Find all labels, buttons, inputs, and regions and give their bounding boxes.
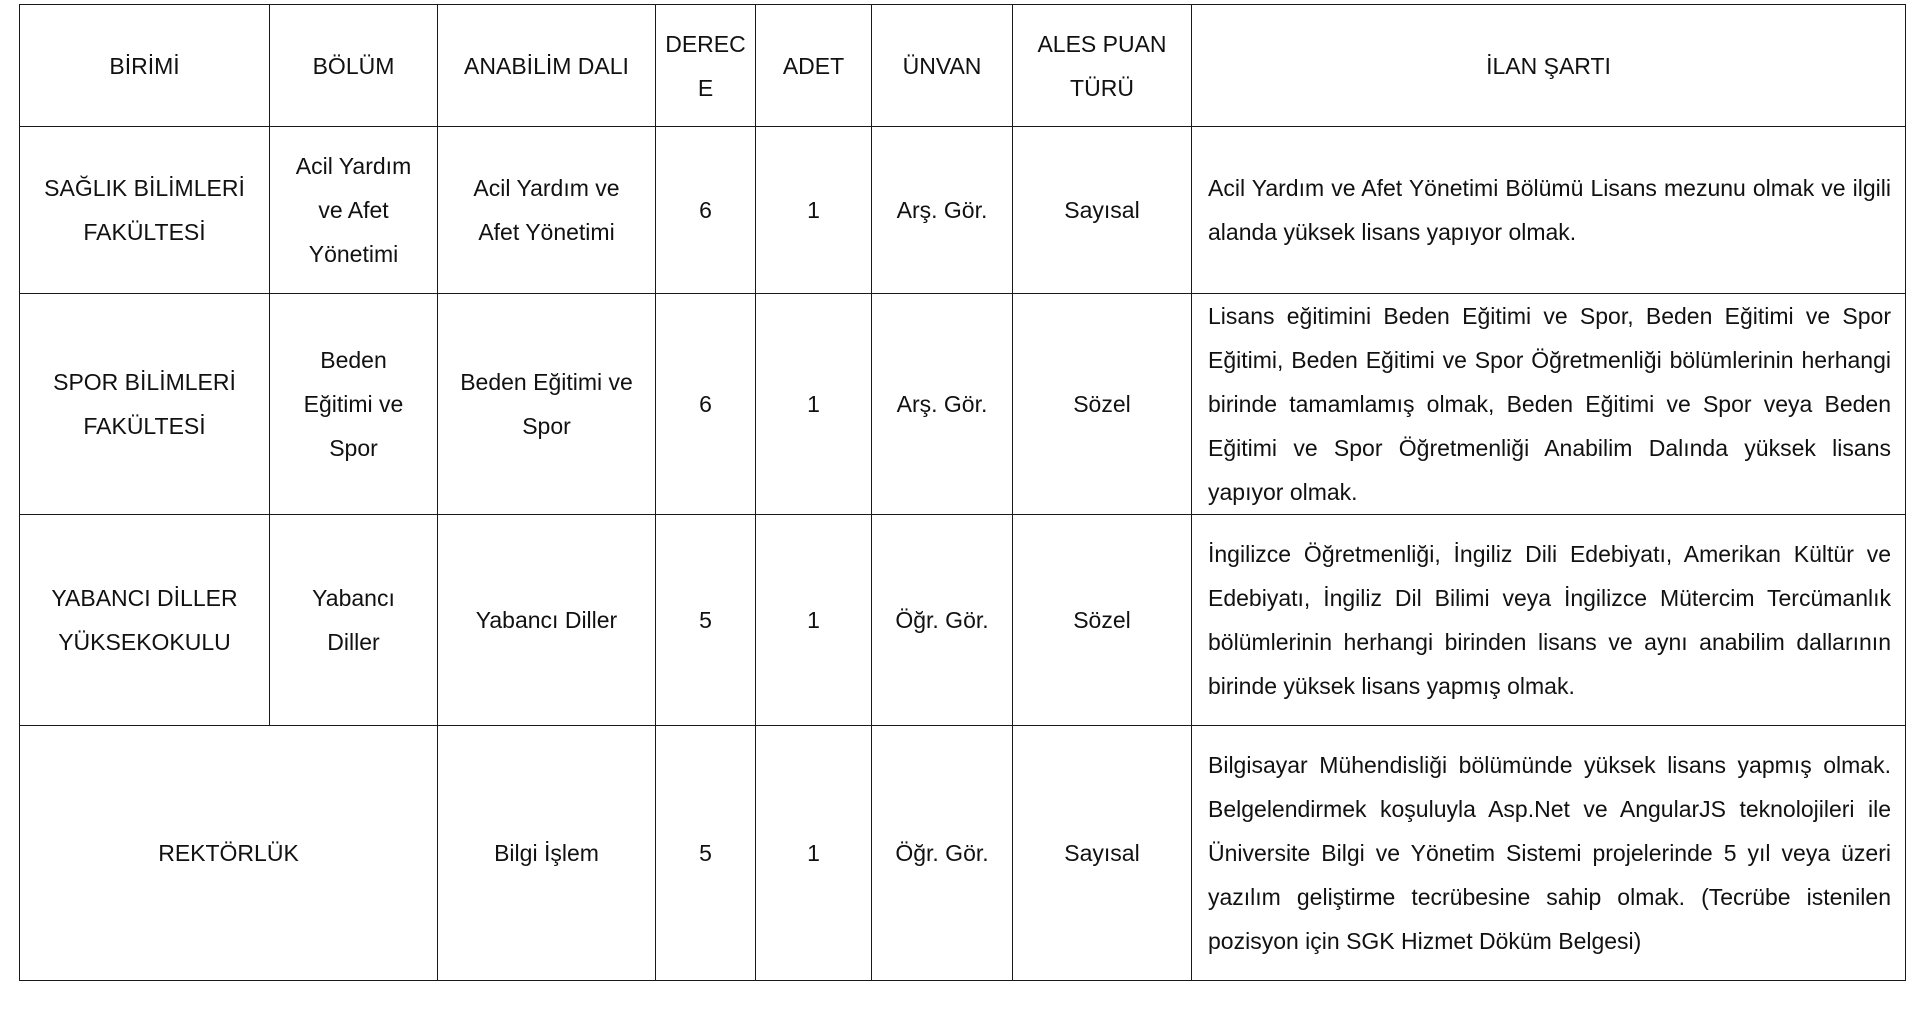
bolum-line: ve Afet xyxy=(318,197,389,223)
birimi-line: YABANCI DİLLER xyxy=(51,585,238,611)
bolum-line: Eğitimi ve xyxy=(303,391,404,417)
cell-unvan: Arş. Gör. xyxy=(872,127,1013,294)
table-row xyxy=(20,127,1906,294)
bolum-line: Diller xyxy=(327,629,380,655)
cell-anabilim-dali xyxy=(438,294,656,515)
cell-birimi xyxy=(20,127,270,294)
cell-anabilim-dali xyxy=(438,726,656,981)
anabilim-dali-line: Beden Eğitimi ve xyxy=(460,369,633,395)
table-row xyxy=(20,294,1906,515)
bolum-line: Beden xyxy=(320,347,387,373)
cell-ilan-sarti: Lisans eğitimini Beden Eğitimi ve Spor, Beden Eğitimi ve Spor Eğitimi, Beden Eğitimi ve Spor Öğretmenliği bölümlerinin herhangi birinde tamamlamış olmak, Beden Eğitimi ve Spor veya Beden Eğitimi ve Spor Öğretmenliği Anabilim Dalında yüksek lisans yapıyor olmak. xyxy=(1192,294,1906,515)
anabilim-dali-line: Bilgi İşlem xyxy=(494,840,599,866)
header-ilan-sarti: İLAN ŞARTI xyxy=(1192,5,1906,127)
header-unvan: ÜNVAN xyxy=(872,5,1013,127)
cell-birimi xyxy=(20,515,270,726)
header-birimi: BİRİMİ xyxy=(20,5,270,127)
birimi-line: REKTÖRLÜK xyxy=(158,840,299,866)
cell-ales-puan-turu: Sözel xyxy=(1013,294,1192,515)
cell-ales-puan-turu: Sayısal xyxy=(1013,127,1192,294)
anabilim-dali-line: Yabancı Diller xyxy=(475,607,618,633)
bolum-line: Yabancı xyxy=(312,585,395,611)
cell-bolum xyxy=(270,127,438,294)
birimi-line: FAKÜLTESİ xyxy=(83,413,206,439)
birimi-line: SAĞLIK BİLİMLERİ xyxy=(44,175,245,201)
header-bolum: BÖLÜM xyxy=(270,5,438,127)
header-ales-puan-turu xyxy=(1013,5,1192,127)
cell-bolum xyxy=(270,294,438,515)
cell-ales-puan-turu: Sözel xyxy=(1013,515,1192,726)
cell-adet: 1 xyxy=(756,294,872,515)
cell-adet: 1 xyxy=(756,127,872,294)
anabilim-dali-line: Acil Yardım ve xyxy=(473,175,620,201)
header-ales-line1: ALES PUAN xyxy=(1037,30,1167,57)
header-anabilim-dali: ANABİLİM DALI xyxy=(438,5,656,127)
cell-adet: 1 xyxy=(756,515,872,726)
cell-birimi xyxy=(20,294,270,515)
cell-derece: 6 xyxy=(656,127,756,294)
cell-ilan-sarti: Bilgisayar Mühendisliği bölümünde yüksek lisans yapmış olmak. Belgelendirmek koşuluyla Asp.Net ve AngularJS teknolojileri ile Üniversite Bilgi ve Yönetim Sistemi projelerinde 5 yıl veya üzeri yazılım geliştirme tecrübesine sahip olmak. (Tecrübe istenilen pozisyon için SGK Hizmet Döküm Belgesi) xyxy=(1192,726,1906,981)
birimi-line: SPOR BİLİMLERİ xyxy=(53,369,236,395)
cell-anabilim-dali xyxy=(438,127,656,294)
cell-ales-puan-turu: Sayısal xyxy=(1013,726,1192,981)
cell-anabilim-dali xyxy=(438,515,656,726)
table-row xyxy=(20,726,1906,981)
cell-unvan: Öğr. Gör. xyxy=(872,515,1013,726)
cell-ilan-sarti: Acil Yardım ve Afet Yönetimi Bölümü Lisans mezunu olmak ve ilgili alanda yüksek lisans yapıyor olmak. xyxy=(1192,127,1906,294)
cell-derece: 5 xyxy=(656,726,756,981)
cell-adet: 1 xyxy=(756,726,872,981)
bolum-line: Spor xyxy=(329,435,378,461)
birimi-line: FAKÜLTESİ xyxy=(83,219,206,245)
header-adet: ADET xyxy=(756,5,872,127)
anabilim-dali-line: Spor xyxy=(522,413,571,439)
table-row xyxy=(20,515,1906,726)
cell-ilan-sarti: İngilizce Öğretmenliği, İngiliz Dili Edebiyatı, Amerikan Kültür ve Edebiyatı, İngiliz Dil Bilimi veya İngilizce Mütercim Tercümanlık bölümlerinin herhangi birinden lisans ve aynı anabilim dallarının birinde yüksek lisans yapmış olmak. xyxy=(1192,515,1906,726)
job-posting-table xyxy=(19,4,1906,981)
bolum-line: Acil Yardım xyxy=(295,153,412,179)
cell-birimi-merged xyxy=(20,726,438,981)
anabilim-dali-line: Afet Yönetimi xyxy=(478,219,615,245)
birimi-line: YÜKSEKOKULU xyxy=(58,629,231,655)
cell-unvan: Öğr. Gör. xyxy=(872,726,1013,981)
header-row xyxy=(20,5,1906,127)
bolum-line: Yönetimi xyxy=(308,241,399,267)
cell-unvan: Arş. Gör. xyxy=(872,294,1013,515)
cell-bolum xyxy=(270,515,438,726)
header-derece: DERECE xyxy=(656,5,756,127)
cell-derece: 5 xyxy=(656,515,756,726)
cell-derece: 6 xyxy=(656,294,756,515)
header-ales-line2: TÜRÜ xyxy=(1070,74,1134,101)
